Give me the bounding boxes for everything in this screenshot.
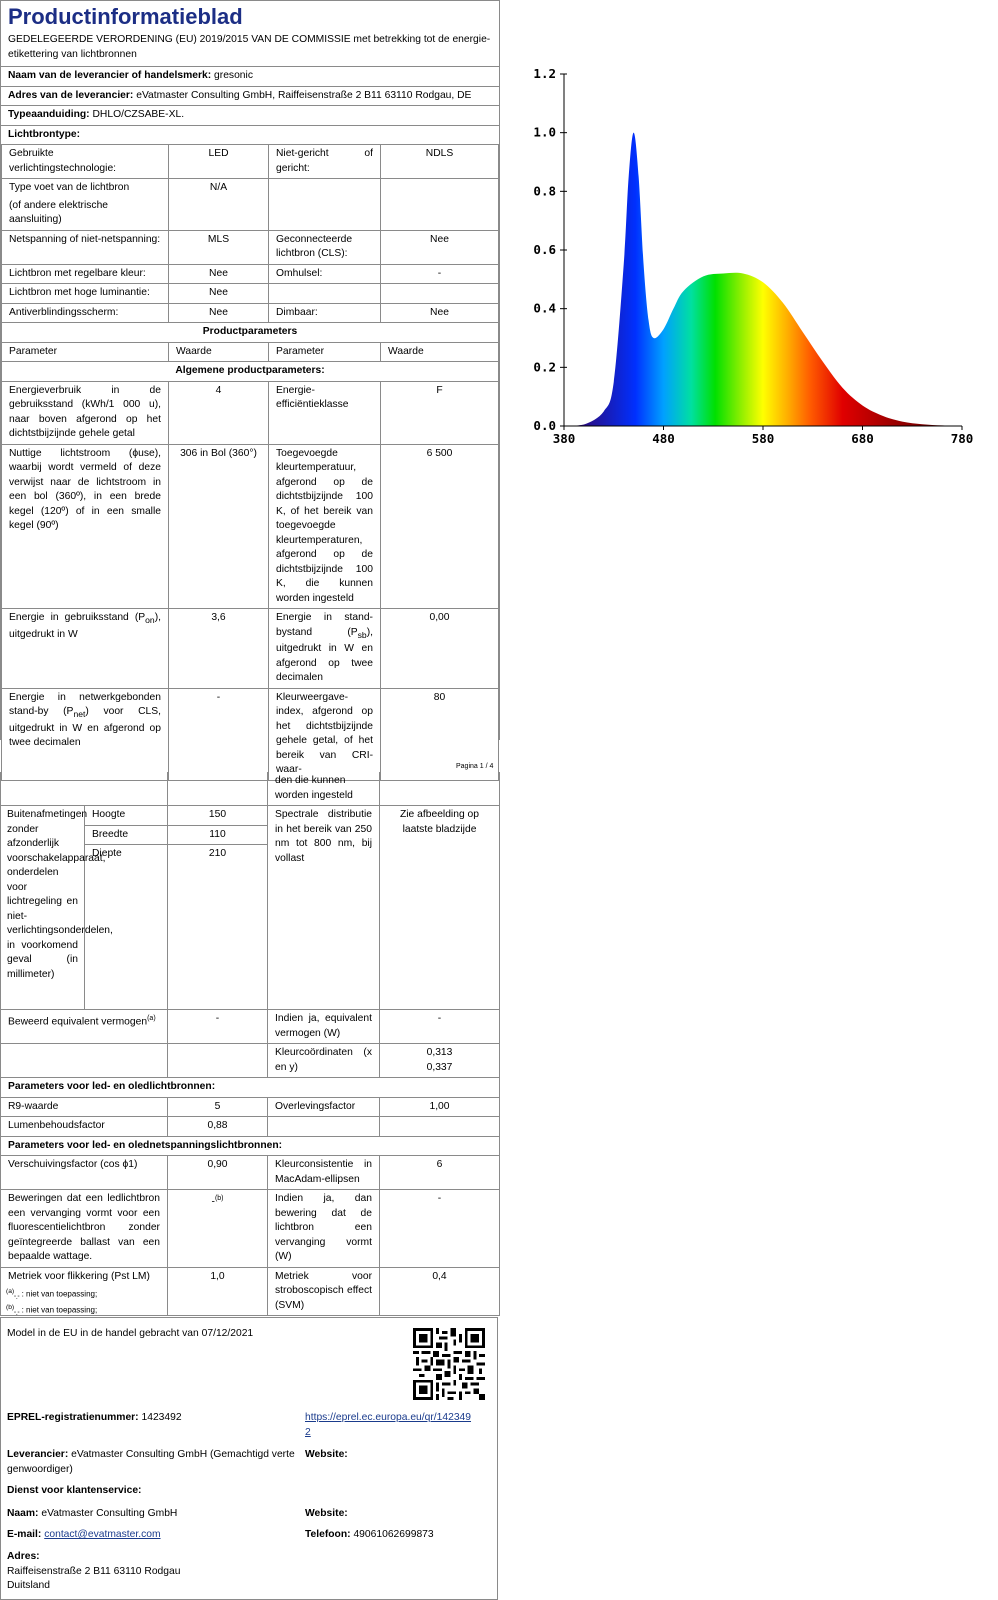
address-value: eVatmaster Consulting GmbH, Raiffeisenstraße 2 B11 63110 Rodgau, DE — [136, 89, 472, 101]
table-row: den die kunnen worden ingesteld — [1, 772, 500, 806]
table-row: Metriek voor flikkering (Pst LM) 1,0 Metriek voor stroboscopisch effect (SVM) 0,4 — [1, 1267, 500, 1316]
page-number: Pagina 1 / 4 — [456, 763, 494, 770]
supplier-label: Naam van de leverancier of handelsmerk: — [8, 70, 212, 81]
website2-label: Website: — [305, 1508, 348, 1519]
adres-block: Adres: Raiffeisenstraße 2 B11 63110 Rodgau Duitsland — [7, 1551, 181, 1591]
params-table — [0, 772, 500, 1316]
table-row: Kleurcoördinaten (x en y) 0,313 0,337 — [1, 1044, 500, 1078]
table-row: Parameter Waarde Parameter Waarde — [2, 342, 499, 362]
table-row: Type voet van de lichtbron (of andere elektrische aansluiting) N/A — [2, 179, 499, 231]
x-tick-label-680: 680 — [851, 431, 874, 446]
footnote-b: $^{(b)}_{"-"}$ : niet van toepassing; — [6, 1304, 98, 1318]
table-row: Nuttige lichtstroom (ϕuse), waarbij wordt vermeld of deze verwijst naar de lichtstroom in een bol (360º), in een brede kegel (120º) of in een smalle kegel (90º) 306 in Bol (360°) Toegevoegde kleurtemperatuur, afgerond op de dichtstbijzijnde 100 K, of het bereik van toegevoegde kleurtemperaturen, afgerond op de dichtstbijzijnde 100 K, die kunnen worden ingesteld 6 500 — [2, 444, 499, 609]
y-tick-label-0.0: 0.0 — [533, 418, 556, 433]
table-row: Parameters voor led- en oledlichtbronnen: — [1, 1078, 500, 1098]
table-row: Buitenafmetingen zonder afzonderlijk voorschakelapparaat, onderdelen voor lichtregeling en niet-verlichtingsonderdelen, in voorkomend geval (in millimeter) Hoogte 150 Spectrale distributie in het bereik van 250 nm tot 800 nm, bij vollast Zie afbeelding op laatste bladzijde — [1, 806, 500, 826]
y-tick-label-0.6: 0.6 — [533, 242, 556, 257]
qr-code-icon — [413, 1328, 485, 1400]
x-tick-label-380: 380 — [552, 431, 576, 446]
address-label: Adres van de leverancier: — [8, 89, 134, 101]
table-row: Breedte 110 — [1, 825, 500, 845]
leverancier-row: Leverancier: eVatmaster Consulting GmbH (Gemachtigd vertegenwoordiger) — [7, 1449, 295, 1475]
y-tick-label-0.2: 0.2 — [533, 359, 556, 375]
table-row: Beweringen dat een ledlichtbron een vervanging vormt voor een fluorescentielichtbron zonder geïntegreerde ballast van een bepaalde wattage. -$^{(b)}$ Indien ja, dan bewering dat de lichtbron een vervanging vormt (W) - — [1, 1190, 500, 1268]
y-tick-label-0.4: 0.4 — [533, 300, 556, 316]
lichtbron-header: Lichtbrontype: — [1, 125, 499, 145]
supplier-value: gresonic — [214, 70, 253, 81]
table-row: Lichtbron met regelbare kleur: Nee Omhulsel: - — [2, 264, 499, 284]
eprel-link[interactable]: https://eprel.ec.europa.eu/qr/1423492 — [305, 1412, 472, 1438]
page-title: Productinformatieblad — [8, 4, 243, 29]
y-tick-label-0.8: 0.8 — [533, 183, 556, 199]
table-row: Antiverblindingsscherm: Nee Dimbaar: Nee — [2, 303, 499, 323]
table-row: Lichtbron met hoge luminantie: Nee — [2, 284, 499, 304]
eprel-row: EPREL-registratienummer: 1423492 — [7, 1412, 182, 1423]
info-sheet-page2 — [0, 772, 500, 1316]
table-row: Netspanning of niet-netspanning: MLS Geconnecteerde lichtbron (CLS): Nee — [2, 230, 499, 264]
table-row: Beweerd equivalent vermogen$^{(a)}$ - Indien ja, equivalent vermogen (W) - — [1, 1010, 500, 1044]
address-row — [1, 86, 499, 106]
table-row: R9-waarde 5 Overlevingsfactor 1,00 — [1, 1097, 500, 1117]
table-row: Energie in netwerkgebonden stand-by $(P_{net})$ voor CLS, uitgedrukt in W en afgerond op twee decimalen - Kleurweergave-index, afgerond op het dichtstbijzijnde gehele getal, of het bereik van CRI-waar- 80 — [2, 688, 499, 780]
dienst-label: Dienst voor klantenservice: — [7, 1485, 142, 1496]
x-tick-label-780: 780 — [950, 431, 974, 446]
market-text: Model in de EU in de handel gebracht van 07/12/2021 — [7, 1328, 254, 1339]
table-row: Energie in gebruiksstand $(P_{on})$, uitgedrukt in W 3,6 Energie in stand-bystand $(P_{sb})$, uitgedrukt in W en afgerond op twee decimalen 0,00 — [2, 609, 499, 689]
table-row: Diepte 210 — [1, 845, 500, 864]
table-row: Energieverbruik in de gebruiksstand (kWh/1 000 u), naar boven afgerond op het dichtstbijzijnde gehele getal 4 Energie-efficiëntieklasse F — [2, 381, 499, 444]
table-row: Parameters voor led- en olednetspanningslichtbronnen: — [1, 1136, 500, 1156]
table-row: Lumenbehoudsfactor 0,88 — [1, 1117, 500, 1137]
footnote-a: $^{(a)}_{"-"}$ : niet van toepassing; — [6, 1288, 98, 1302]
y-tick-label-1.0: 1.0 — [533, 124, 556, 140]
spectrum-chart — [510, 60, 998, 500]
table-row: Verschuivingsfactor (cos ϕ1) 0,90 Kleurconsistentie in MacAdam-ellipsen 6 — [1, 1156, 500, 1190]
type-value: DHLO/CZSABE-XL. — [92, 109, 185, 120]
email-link[interactable]: contact@evatmaster.com — [44, 1529, 161, 1540]
website-label: Website: — [305, 1449, 348, 1460]
x-tick-label-580: 580 — [751, 431, 775, 446]
type-label: Typeaanduiding: — [8, 109, 90, 120]
spectrum-series-area — [564, 133, 962, 426]
spectrum-svg — [510, 60, 998, 500]
table-row: Gebruikte verlichtingstechnologie: LED Niet-gericht of gericht: NDLS — [2, 145, 499, 179]
qr-code — [413, 1328, 485, 1400]
table-row: Algemene productparameters: — [2, 362, 499, 382]
supplier-row — [1, 66, 499, 86]
spectrum-marks — [533, 66, 973, 446]
type-row — [1, 105, 499, 125]
lichtbron-table — [1, 144, 499, 781]
regulation-subtitle: GEDELEGEERDE VERORDENING (EU) 2019/2015 VAN DE COMMISSIE met betrekking tot de energie-etikettering van lichtbronnen — [8, 34, 491, 60]
y-tick-label-1.2: 1.2 — [533, 66, 556, 81]
naam-row: Naam: eVatmaster Consulting GmbH — [7, 1508, 178, 1519]
supplier-footer — [0, 1317, 498, 1600]
table-row: Productparameters — [2, 323, 499, 343]
x-tick-label-480: 480 — [652, 431, 675, 446]
dims-label: Buitenafmetingen zonder afzonderlijk voorschakelapparaat, onderdelen voor lichtregeling en niet-verlichtingsonderdelen, in voorkomend geval (in millimeter) — [1, 806, 85, 1010]
telefoon-row: Telefoon: 49061062699873 — [305, 1529, 434, 1540]
email-row: E-mail: contact@evatmaster.com — [7, 1529, 161, 1540]
